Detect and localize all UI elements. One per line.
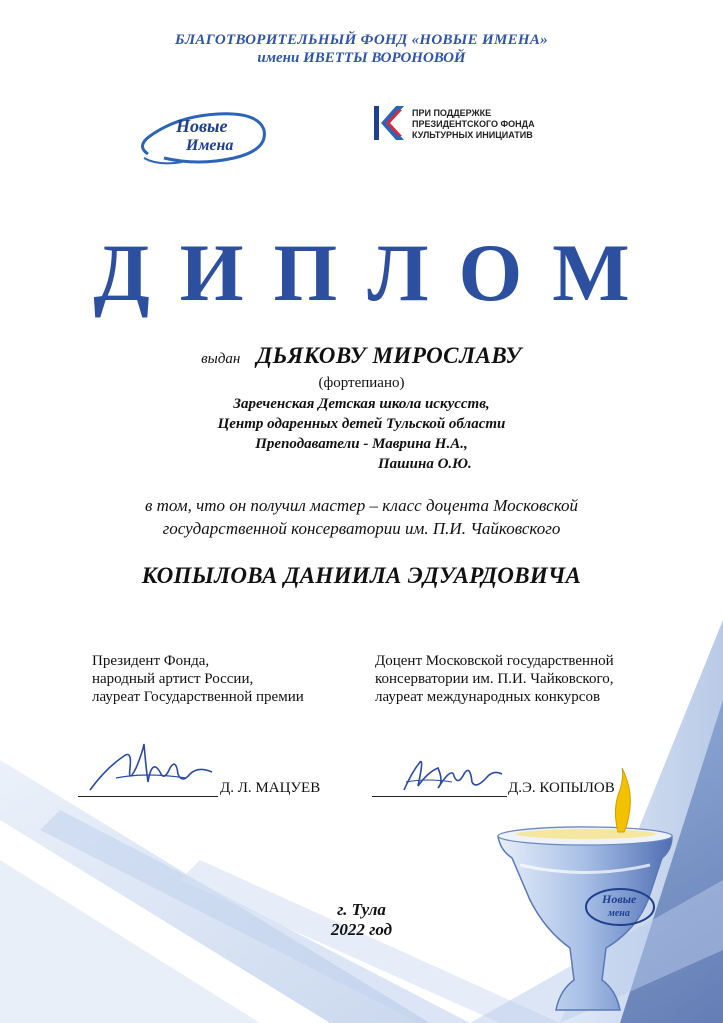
pfki-emblem-icon [372,104,408,146]
svg-text:Новые: Новые [176,116,228,136]
diploma-title: ДИПЛОМ [93,227,660,318]
statement-line-1: в том, что он получил мастер – класс доцента Московской [145,496,578,515]
new-names-logo [138,96,268,166]
signatory-left-titles [92,652,304,706]
fund-dedication-header: имени ИВЕТТЫ ВОРОНОВОЙ [257,50,466,66]
pfki-line-2: ПРЕЗИДЕНТСКОГО ФОНДА [412,119,535,129]
signatory-left-line-1: Президент Фонда, [92,653,210,669]
signatory-right-line-1: Доцент Московской государственной [375,653,614,669]
year: 2022 год [330,920,393,939]
signatory-left-line-2: народный артист России, [92,671,254,687]
signatory-left-name: Д. Л. МАЦУЕВ [220,780,321,796]
pfki-line-1: ПРИ ПОДДЕРЖКЕ [412,108,492,118]
svg-text:мена: мена [608,908,630,919]
signature-line-right [372,796,507,797]
presidential-fund-logo [372,104,562,146]
pfki-line-3: КУЛЬТУРНЫХ ИНИЦИАТИВ [412,130,533,140]
statement-line-2: государственной консерватории им. П.И. Чайковского [162,519,561,538]
master-name: КОПЫЛОВА ДАНИИЛА ЭДУАРДОВИЧА [141,563,582,588]
teachers-line-2: Пашина О.Ю. [378,456,472,472]
signature-left [86,738,216,796]
signatory-left-line-3: лауреат Государственной премии [92,689,304,705]
flame-graphic [615,768,630,832]
signatory-right-titles [375,652,614,706]
issued-label: выдан [201,351,241,367]
instrument: (фортепиано) [318,375,405,391]
signatory-right-line-3: лауреат международных конкурсов [375,689,601,705]
school-line-1: Зареченская Детская школа искусств, [233,396,490,412]
signatory-right-line-2: консерватории им. П.И. Чайковского, [375,671,614,687]
school-line-2: Центр одаренных детей Тульской области [217,416,506,432]
fund-name-header: БЛАГОТВОРИТЕЛЬНЫЙ ФОНД «НОВЫЕ ИМЕНА» [175,32,548,48]
signature-line-left [78,796,218,797]
signatory-right-name: Д.Э. КОПЫЛОВ [508,780,615,796]
svg-text:Имена: Имена [186,137,234,154]
teachers-line-1: Преподаватели - Маврина Н.А., [255,436,468,452]
svg-text:Новые: Новые [602,892,637,906]
place: г. Тула [337,900,386,919]
recipient-name: ДЬЯКОВУ МИРОСЛАВУ [256,343,522,368]
signature-right [398,752,508,798]
issued-row [0,343,723,369]
